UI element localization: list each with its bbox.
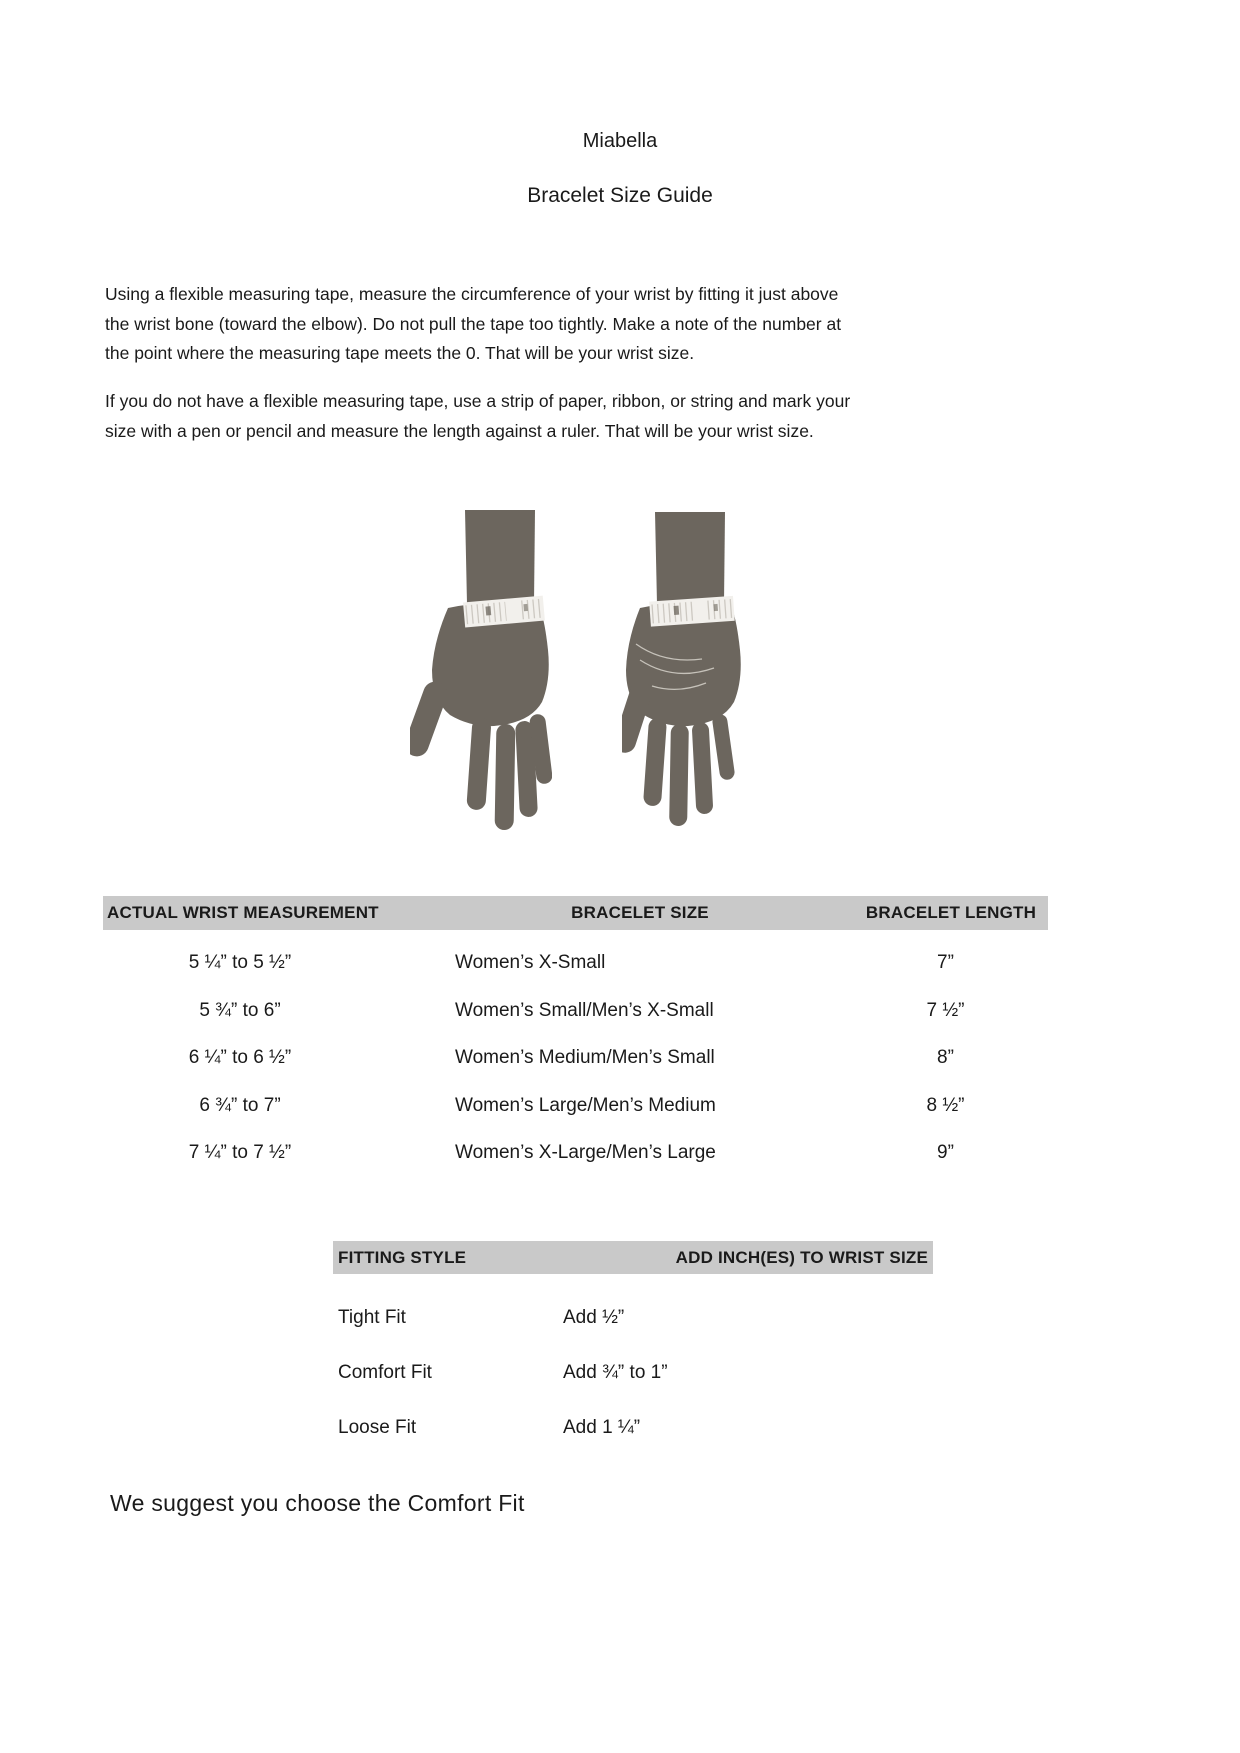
bracelet-size-cell: Women’s X-Large/Men’s Large xyxy=(455,1142,716,1163)
fitting-style-cell: Loose Fit xyxy=(338,1417,417,1438)
intro-paragraph-1 xyxy=(105,280,1065,369)
size-table-row xyxy=(103,1129,1048,1177)
wrist-measurement-cell: 5 ¾” to 6” xyxy=(199,999,281,1021)
fitting-style-cell: Comfort Fit xyxy=(338,1362,432,1383)
size-table xyxy=(103,939,1048,1177)
bracelet-size-cell: Women’s Small/Men’s X-Small xyxy=(455,999,714,1021)
paragraph-line: the point where the measuring tape meets the 0. That will be your wrist size. xyxy=(105,343,695,363)
size-table-header-band xyxy=(103,896,1048,930)
header-bracelet-length: BRACELET LENGTH xyxy=(865,903,1037,922)
fit-table-row xyxy=(333,1345,933,1400)
hand-back-with-tape-illustration xyxy=(410,510,552,840)
size-table-row xyxy=(103,1034,1048,1082)
intro-paragraph-2 xyxy=(105,387,1065,446)
suggestion-text: We suggest you choose the Comfort Fit xyxy=(110,1490,525,1516)
header-add-inches: ADD INCH(ES) TO WRIST SIZE xyxy=(675,1248,928,1267)
paragraph-line: size with a pen or pencil and measure the length against a ruler. That will be your wrist size. xyxy=(105,420,814,441)
header-actual-wrist-measurement: ACTUAL WRIST MEASUREMENT xyxy=(107,903,379,922)
fit-table xyxy=(333,1290,933,1455)
add-inches-cell: Add ¾” to 1” xyxy=(563,1362,668,1383)
paragraph-line: the wrist bone (toward the elbow). Do not pull the tape too tightly. Make a note of the number at xyxy=(105,313,842,334)
wrist-measurement-cell: 6 ¼” to 6 ½” xyxy=(188,1047,292,1068)
bracelet-length-cell: 8 ½” xyxy=(926,1094,965,1116)
fit-table-row xyxy=(333,1400,933,1455)
wrist-measurement-cell: 7 ¼” to 7 ½” xyxy=(188,1142,292,1163)
fitting-style-cell: Tight Fit xyxy=(338,1307,406,1328)
size-table-row xyxy=(103,987,1048,1035)
header-fitting-style: FITTING STYLE xyxy=(338,1248,467,1267)
wrist-measurement-cell: 6 ¾” to 7” xyxy=(199,1094,281,1116)
bracelet-length-cell: 7 ½” xyxy=(926,999,965,1021)
bracelet-length-cell: 9” xyxy=(937,1142,954,1163)
fit-table-row xyxy=(333,1290,933,1345)
wrist-measurement-cell: 5 ¼” to 5 ½” xyxy=(188,952,292,973)
add-inches-cell: Add ½” xyxy=(563,1307,625,1328)
hand-palm-with-tape-illustration xyxy=(622,512,755,840)
bracelet-size-cell: Women’s X-Small xyxy=(455,952,606,973)
add-inches-cell: Add 1 ¼” xyxy=(563,1417,641,1438)
bracelet-length-cell: 8” xyxy=(937,1047,954,1068)
header-bracelet-size: BRACELET SIZE xyxy=(571,903,709,922)
bracelet-size-cell: Women’s Medium/Men’s Small xyxy=(455,1047,715,1068)
page-subtitle: Bracelet Size Guide xyxy=(527,184,713,207)
size-table-row xyxy=(103,1082,1048,1130)
paragraph-line: Using a flexible measuring tape, measure the circumference of your wrist by fitting it just above xyxy=(105,284,839,304)
bracelet-length-cell: 7” xyxy=(937,952,954,973)
paragraph-line: If you do not have a flexible measuring tape, use a strip of paper, ribbon, or string and mark your xyxy=(105,391,851,411)
fit-table-header-band xyxy=(333,1241,933,1274)
bracelet-size-cell: Women’s Large/Men’s Medium xyxy=(455,1094,716,1116)
page-title: Miabella xyxy=(582,130,658,152)
size-table-row xyxy=(103,939,1048,987)
